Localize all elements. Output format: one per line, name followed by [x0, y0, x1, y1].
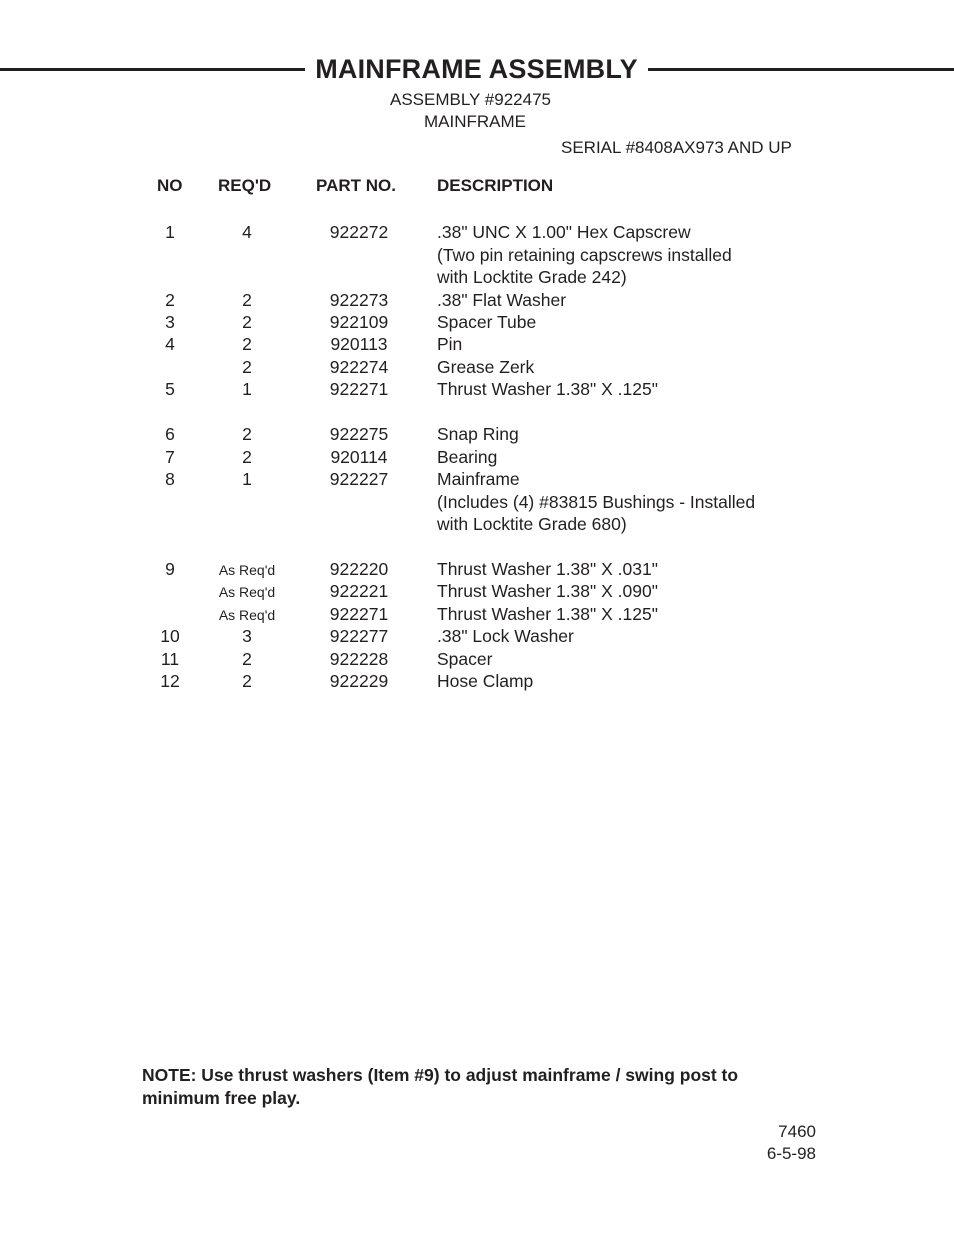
item-number: 9	[165, 559, 175, 579]
part-description: Thrust Washer 1.38" X .125"	[437, 604, 658, 624]
quantity-required: 2	[242, 447, 252, 467]
part-description: with Locktite Grade 242)	[437, 267, 627, 287]
table-row	[0, 626, 954, 648]
item-number: 3	[165, 312, 175, 332]
part-number: 922109	[329, 312, 389, 332]
part-number: 922228	[329, 649, 389, 669]
quantity-required: 2	[242, 312, 252, 332]
part-description: Thrust Washer 1.38" X .090"	[437, 581, 658, 601]
table-row	[0, 312, 954, 334]
column-header-no: NO	[157, 176, 183, 195]
table-row	[0, 357, 954, 379]
part-description: Pin	[437, 334, 463, 354]
part-number: 922220	[329, 559, 389, 579]
part-number: 922271	[329, 604, 389, 624]
item-number: 5	[165, 379, 175, 399]
part-number: 922273	[329, 290, 389, 310]
quantity-required: 2	[242, 290, 252, 310]
part-number: 922277	[329, 626, 389, 646]
column-header-part-no: PART NO.	[316, 176, 396, 195]
serial-range: SERIAL #8408AX973 AND UP	[561, 138, 792, 157]
part-number: 920114	[330, 447, 388, 467]
table-row	[0, 649, 954, 671]
table-row	[0, 514, 954, 536]
column-header-reqd: REQ'D	[218, 176, 272, 195]
quantity-required: 1	[242, 469, 252, 489]
page-title: MAINFRAME ASSEMBLY	[315, 54, 638, 84]
part-description: Grease Zerk	[437, 357, 535, 377]
part-description: Spacer Tube	[437, 312, 537, 332]
quantity-required: As Req'd	[218, 607, 276, 623]
quantity-required: 1	[242, 379, 252, 399]
quantity-required: 2	[242, 424, 252, 444]
table-row	[0, 469, 954, 491]
item-number: 12	[160, 671, 180, 691]
table-row	[0, 245, 954, 267]
quantity-required: 2	[242, 649, 252, 669]
table-row	[0, 447, 954, 469]
quantity-required: As Req'd	[218, 562, 276, 578]
table-row	[0, 559, 954, 581]
part-description: Thrust Washer 1.38" X .125"	[437, 379, 658, 399]
table-row	[0, 379, 954, 401]
part-description: (Includes (4) #83815 Bushings - Installed	[437, 492, 756, 512]
table-row	[0, 424, 954, 446]
part-description: .38" Flat Washer	[437, 290, 567, 310]
quantity-required: 2	[242, 671, 252, 691]
item-number: 8	[165, 469, 175, 489]
part-number: 920113	[330, 334, 388, 354]
part-number: 922227	[329, 469, 389, 489]
title-rule-left	[0, 68, 305, 71]
part-description: Thrust Washer 1.38" X .031"	[437, 559, 658, 579]
table-row	[0, 604, 954, 626]
title-rule-right	[648, 68, 954, 71]
item-number: 10	[160, 626, 180, 646]
quantity-required: 2	[242, 334, 252, 354]
item-number: 1	[165, 222, 175, 242]
part-number: 922272	[329, 222, 389, 242]
part-number: 922271	[329, 379, 389, 399]
part-number: 922221	[329, 581, 389, 601]
part-description: Bearing	[437, 447, 498, 467]
revision-date: 6-5-98	[766, 1144, 816, 1163]
part-description: Hose Clamp	[437, 671, 534, 691]
part-number: 922229	[329, 671, 389, 691]
table-row	[0, 222, 954, 244]
part-description: Mainframe	[437, 469, 520, 489]
item-number: 2	[165, 290, 175, 310]
item-number: 4	[165, 334, 175, 354]
part-description: Spacer	[437, 649, 493, 669]
item-number: 7	[165, 447, 175, 467]
part-description: (Two pin retaining capscrews installed	[437, 245, 732, 265]
note-text: NOTE: Use thrust washers (Item #9) to adjust mainframe / swing post to minimum free play.	[142, 1065, 739, 1108]
table-row	[0, 334, 954, 356]
quantity-required: As Req'd	[218, 584, 276, 600]
assembly-number: ASSEMBLY #922475	[390, 90, 551, 109]
table-row	[0, 671, 954, 693]
part-description: Snap Ring	[437, 424, 519, 444]
table-row	[0, 581, 954, 603]
quantity-required: 3	[242, 626, 252, 646]
table-row	[0, 492, 954, 514]
table-row	[0, 290, 954, 312]
item-number: 11	[160, 649, 180, 669]
quantity-required: 4	[242, 222, 252, 242]
part-description: .38" UNC X 1.00" Hex Capscrew	[437, 222, 691, 242]
column-header-description: DESCRIPTION	[437, 176, 554, 195]
quantity-required: 2	[242, 357, 252, 377]
part-description: .38" Lock Washer	[437, 626, 574, 646]
part-description: with Locktite Grade 680)	[437, 514, 627, 534]
part-number: 922274	[329, 357, 389, 377]
page-number: 7460	[778, 1122, 816, 1141]
item-number: 6	[165, 424, 175, 444]
table-row	[0, 267, 954, 289]
assembly-name: MAINFRAME	[424, 112, 526, 131]
part-number: 922275	[329, 424, 389, 444]
